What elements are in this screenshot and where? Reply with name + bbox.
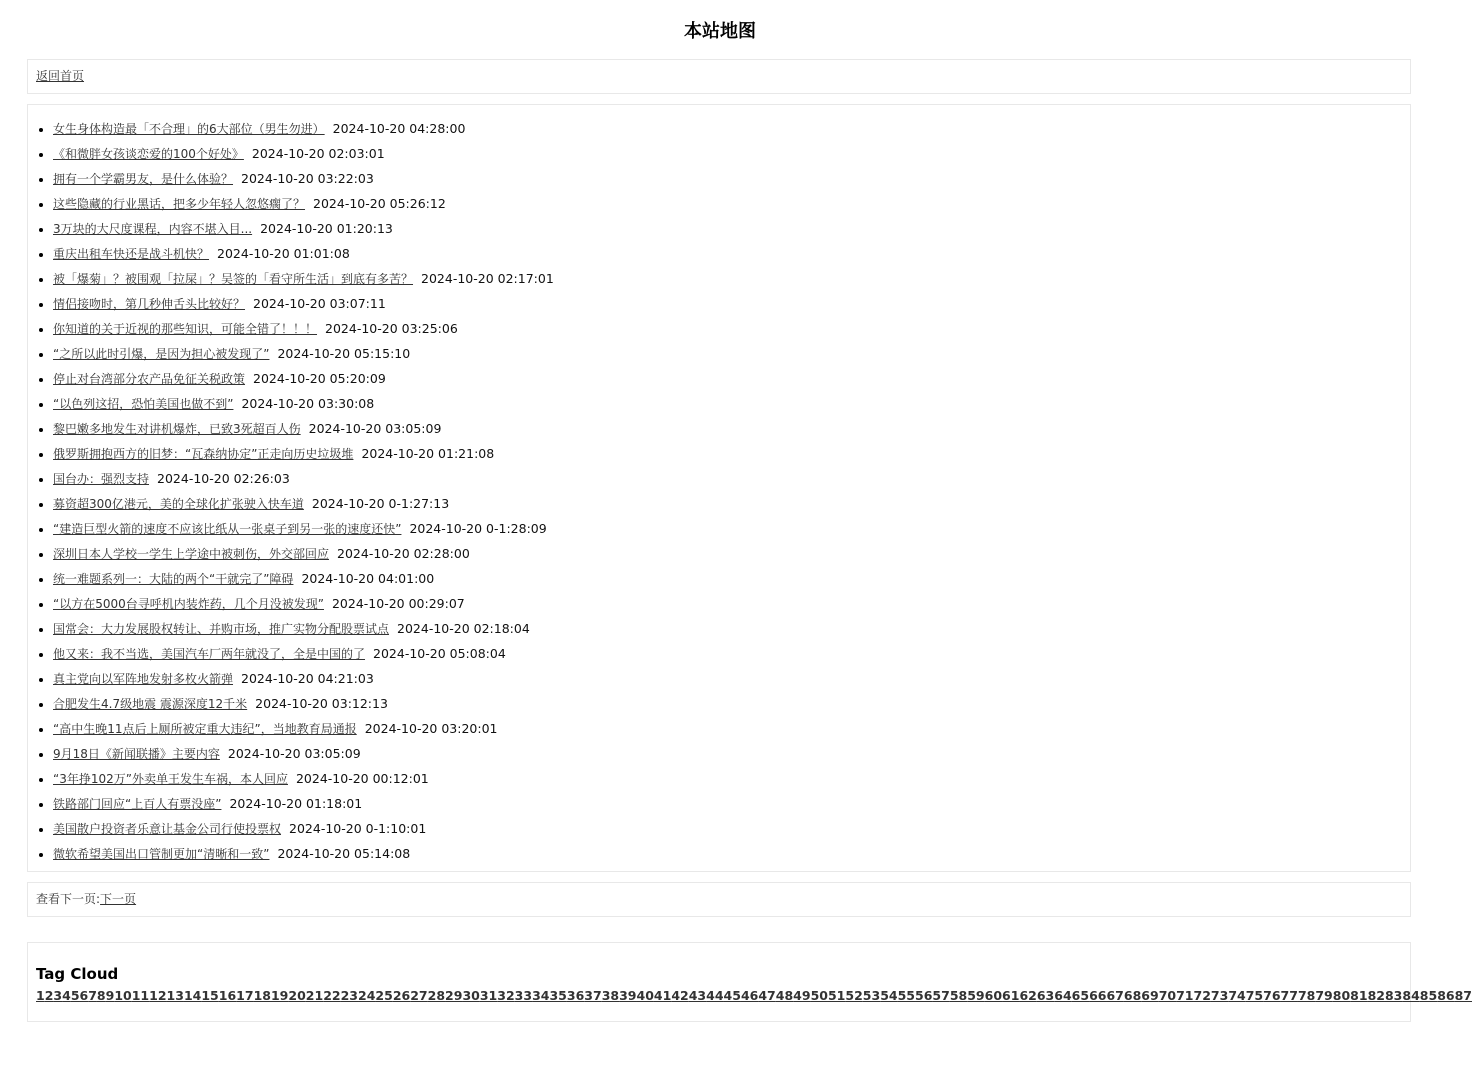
article-link[interactable]: 3万块的大尺度课程，内容不堪入目... (53, 222, 253, 236)
tag-link[interactable]: 34 (532, 988, 550, 1003)
list-item (53, 216, 1410, 241)
article-date: 2024-10-20 02:17:01 (421, 271, 554, 286)
tag-link[interactable]: 36 (566, 988, 585, 1003)
tag-link[interactable]: 50 (810, 988, 828, 1003)
article-date: 2024-10-20 01:18:01 (229, 796, 363, 811)
tag-link[interactable]: 39 (619, 988, 637, 1003)
tag-link[interactable]: 64 (1054, 988, 1072, 1003)
tag-link[interactable]: 27 (410, 988, 428, 1003)
tag-link[interactable]: 30 (462, 988, 480, 1003)
article-link[interactable]: 铁路部门回应“上百人有票没座” (53, 797, 222, 811)
tag-link[interactable]: 51 (827, 988, 846, 1003)
article-link[interactable]: 募资超300亿港元，美的全球化扩张驶入快车道 (53, 497, 304, 511)
article-link[interactable]: 美国散户投资者乐意让基金公司行使投票权 (53, 822, 282, 836)
article-link[interactable]: 被「爆菊」？被围观「拉屎」？吴签的「看守所生活」到底有多苦？ (53, 272, 414, 286)
list-item (53, 241, 1410, 266)
list-item (53, 841, 1410, 866)
list-item (53, 766, 1410, 791)
tag-link[interactable]: 7 (88, 988, 97, 1003)
tag-link[interactable]: 21 (305, 988, 324, 1003)
list-item (53, 541, 1410, 566)
tag-link[interactable]: 67 (1106, 988, 1124, 1003)
article-link[interactable]: “高中生晚11点后上厕所被定重大违纪”，当地教育局通报 (53, 722, 357, 736)
tag-link[interactable]: 53 (862, 988, 881, 1003)
article-date: 2024-10-20 05:26:12 (313, 196, 446, 211)
tag-link[interactable]: 69 (1141, 988, 1159, 1003)
tag-link[interactable]: 84 (1402, 988, 1420, 1003)
article-link[interactable]: 黎巴嫩多地发生对讲机爆炸，已致3死超百人伤 (53, 422, 301, 436)
article-link[interactable]: 真主党向以军阵地发射多枚火箭弹 (53, 672, 234, 686)
list-item (53, 591, 1410, 616)
article-link[interactable]: 俄罗斯拥抱西方的旧梦：“瓦森纳协定”正走向历史垃圾堆 (53, 447, 354, 461)
list-item (53, 366, 1410, 391)
tag-link[interactable]: 24 (358, 988, 376, 1003)
tag-link[interactable]: 59 (967, 988, 985, 1003)
tag-link[interactable]: 76 (1263, 988, 1281, 1003)
tag-link[interactable]: 46 (740, 988, 759, 1003)
list-item (53, 141, 1410, 166)
tag-link[interactable]: 14 (183, 988, 202, 1003)
article-date: 2024-10-20 04:01:00 (301, 571, 435, 586)
tag-link[interactable]: 80 (1332, 988, 1351, 1003)
tag-link[interactable]: 9 (105, 988, 115, 1003)
list-item (53, 291, 1410, 316)
tag-link[interactable]: 78 (1297, 988, 1316, 1003)
tag-link[interactable]: 71 (1176, 988, 1194, 1003)
article-link[interactable]: 9月18日《新闻联播》主要内容 (53, 747, 220, 761)
article-link[interactable]: 女生身体构造最「不合理」的6大部位（男生勿进） (53, 122, 325, 136)
article-date: 2024-10-20 05:14:08 (277, 846, 411, 861)
tag-link[interactable]: 3 (53, 988, 63, 1003)
list-item (53, 566, 1410, 591)
article-date: 2024-10-20 04:28:00 (332, 121, 466, 136)
article-date: 2024-10-20 03:07:11 (253, 296, 386, 311)
article-link[interactable]: 情侣接吻时，第几秒伸舌头比较好？ (53, 297, 246, 311)
list-item (53, 516, 1410, 541)
tag-link[interactable]: 75 (1245, 988, 1264, 1003)
tag-link[interactable]: 47 (758, 988, 776, 1003)
tag-link[interactable]: 11 (131, 988, 150, 1003)
tag-link[interactable]: 2 (44, 988, 54, 1003)
article-date: 2024-10-20 0-1:28:09 (409, 521, 547, 536)
article-link[interactable]: “3年挣102万”外卖单王发生车祸，本人回应 (53, 772, 288, 786)
home-link[interactable]: 返回首页 (36, 69, 85, 83)
tag-link[interactable]: 74 (1228, 988, 1246, 1003)
tag-link[interactable]: 72 (1193, 988, 1211, 1003)
article-link[interactable]: “之所以此时引爆，是因为担心被发现了” (53, 347, 270, 361)
tag-link[interactable]: 13 (166, 988, 184, 1003)
tag-cloud-panel (27, 942, 1472, 1022)
tag-link[interactable]: 26 (392, 988, 411, 1003)
tag-link[interactable]: 48 (775, 988, 794, 1003)
article-date: 2024-10-20 0-1:10:01 (289, 821, 427, 836)
tag-link[interactable]: 57 (932, 988, 950, 1003)
tag-link[interactable]: 49 (793, 988, 811, 1003)
tag-link[interactable]: 32 (497, 988, 515, 1003)
tag-link[interactable]: 4 (62, 988, 71, 1003)
tag-link[interactable]: 28 (427, 988, 446, 1003)
tag-link[interactable]: 77 (1280, 988, 1298, 1003)
tag-cloud-list (36, 987, 1472, 1005)
tag-link[interactable]: 12 (149, 988, 167, 1003)
article-link[interactable]: 深圳日本人学校一学生上学途中被刺伤，外交部回应 (53, 547, 330, 561)
article-date: 2024-10-20 03:12:13 (255, 696, 388, 711)
tag-link[interactable]: 20 (288, 988, 306, 1003)
article-date: 2024-10-20 05:15:10 (277, 346, 411, 361)
article-link[interactable]: 重庆出租车快还是战斗机快？ (53, 247, 210, 261)
tag-link[interactable]: 86 (1437, 988, 1455, 1003)
tag-link[interactable]: 23 (340, 988, 359, 1003)
tag-link[interactable]: 16 (218, 988, 237, 1003)
page-title: 本站地图 (684, 21, 756, 42)
tag-link[interactable]: 56 (915, 988, 933, 1003)
tag-link[interactable]: 60 (984, 988, 1003, 1003)
tag-link[interactable]: 52 (845, 988, 863, 1003)
tag-link[interactable]: 37 (584, 988, 602, 1003)
tag-link[interactable]: 19 (270, 988, 289, 1003)
tag-link[interactable]: 83 (1384, 988, 1403, 1003)
list-item (53, 391, 1410, 416)
article-link[interactable]: “以方在5000台寻呼机内装炸药，几个月没被发现” (53, 597, 324, 611)
tag-link[interactable]: 61 (1002, 988, 1020, 1003)
list-item (53, 116, 1410, 141)
article-link[interactable]: 他又来：我不当选，美国汽车厂两年就没了，全是中国的了 (53, 647, 366, 661)
article-date: 2024-10-20 05:20:09 (253, 371, 386, 386)
tag-link[interactable]: 5 (70, 988, 80, 1003)
tag-link[interactable]: 85 (1419, 988, 1438, 1003)
article-date: 2024-10-20 01:20:13 (260, 221, 393, 236)
article-date: 2024-10-20 02:03:01 (251, 146, 385, 161)
tag-link[interactable]: 87 (1454, 988, 1472, 1003)
tag-link[interactable]: 6 (79, 988, 89, 1003)
article-date: 2024-10-20 04:21:03 (241, 671, 374, 686)
pager-label: 查看下一页: (36, 892, 101, 906)
article-date: 2024-10-20 00:29:07 (331, 596, 465, 611)
article-link[interactable]: 这些隐藏的行业黑话，把多少年轻人忽悠瘸了？ (53, 197, 306, 211)
tag-link[interactable]: 17 (236, 988, 254, 1003)
article-link[interactable]: “建造巨型火箭的速度不应该比纸从一张桌子到另一张的速度还快” (53, 522, 402, 536)
tag-link[interactable]: 81 (1350, 988, 1368, 1003)
article-date: 2024-10-20 03:20:01 (364, 721, 498, 736)
tag-link[interactable]: 35 (549, 988, 567, 1003)
article-date: 2024-10-20 02:26:03 (157, 471, 290, 486)
article-link[interactable]: “以色列这招，恐怕美国也做不到” (53, 397, 234, 411)
tag-link[interactable]: 63 (1036, 988, 1055, 1003)
list-item (53, 716, 1410, 741)
list-item (53, 791, 1410, 816)
article-link[interactable]: 你知道的关于近视的那些知识，可能全错了！！！ (53, 322, 318, 336)
list-item (53, 816, 1410, 841)
list-item (53, 641, 1410, 666)
tag-link[interactable]: 31 (479, 988, 498, 1003)
tag-cloud-title: Tag Cloud (36, 965, 119, 983)
article-date: 2024-10-20 00:12:01 (295, 771, 429, 786)
article-list (28, 116, 1410, 866)
article-link[interactable]: 合肥发生4.7级地震 震源深度12千米 (53, 697, 248, 711)
tag-link[interactable]: 40 (636, 988, 654, 1003)
list-item (53, 616, 1410, 641)
tag-link[interactable]: 41 (653, 988, 672, 1003)
next-page-link[interactable]: 下一页 (100, 892, 137, 906)
article-list-panel (27, 104, 1411, 872)
list-item (53, 191, 1410, 216)
tag-link[interactable]: 44 (706, 988, 724, 1003)
article-date: 2024-10-20 01:21:08 (361, 446, 495, 461)
tag-link[interactable]: 22 (323, 988, 341, 1003)
tag-link[interactable]: 70 (1158, 988, 1177, 1003)
tag-link[interactable]: 54 (880, 988, 898, 1003)
tag-link[interactable]: 42 (671, 988, 689, 1003)
tag-link[interactable]: 10 (114, 988, 132, 1003)
tag-link[interactable]: 38 (601, 988, 620, 1003)
tag-link[interactable]: 58 (949, 988, 968, 1003)
tag-link[interactable]: 82 (1367, 988, 1385, 1003)
tag-link[interactable]: 66 (1089, 988, 1107, 1003)
article-date: 2024-10-20 03:25:06 (325, 321, 458, 336)
tag-link[interactable]: 55 (897, 988, 916, 1003)
tag-link[interactable]: 73 (1210, 988, 1229, 1003)
article-date: 2024-10-20 03:30:08 (241, 396, 375, 411)
article-link[interactable]: 国台办：强烈支持 (53, 472, 150, 486)
list-item (53, 441, 1410, 466)
tag-link[interactable]: 43 (688, 988, 707, 1003)
article-date: 2024-10-20 02:28:00 (337, 546, 470, 561)
list-item (53, 341, 1410, 366)
tag-link[interactable]: 18 (253, 988, 271, 1003)
article-link[interactable]: 拥有一个学霸男友，是什么体验？ (53, 172, 234, 186)
tag-link[interactable]: 33 (514, 988, 533, 1003)
list-item (53, 166, 1410, 191)
article-link[interactable]: 国常会：大力发展股权转让、并购市场，推广实物分配股票试点 (53, 622, 390, 636)
list-item (53, 666, 1410, 691)
tag-link[interactable]: 15 (201, 988, 219, 1003)
list-item (53, 741, 1410, 766)
tag-link[interactable]: 45 (723, 988, 741, 1003)
tag-link[interactable]: 79 (1315, 988, 1333, 1003)
article-date: 2024-10-20 03:05:09 (308, 421, 442, 436)
list-item (53, 691, 1410, 716)
article-date: 2024-10-20 02:18:04 (397, 621, 530, 636)
article-link[interactable]: 微软希望美国出口管制更加“清晰和一致” (53, 847, 270, 861)
tag-link[interactable]: 1 (36, 988, 45, 1003)
tag-link[interactable]: 8 (96, 988, 106, 1003)
article-date: 2024-10-20 0-1:27:13 (311, 496, 450, 511)
article-date: 2024-10-20 03:05:09 (227, 746, 361, 761)
tag-link[interactable]: 68 (1123, 988, 1142, 1003)
list-item (53, 266, 1410, 291)
article-link[interactable]: 《和微胖女孩谈恋爱的100个好处》 (53, 147, 244, 161)
pager (27, 882, 1411, 917)
list-item (53, 316, 1410, 341)
top-nav (27, 59, 1411, 94)
article-date: 2024-10-20 05:08:04 (373, 646, 506, 661)
tag-link[interactable]: 65 (1071, 988, 1090, 1003)
article-link[interactable]: 统一难题系列一：大陆的两个“干就完了”障碍 (53, 572, 294, 586)
article-link[interactable]: 停止对台湾部分农产品免征关税政策 (53, 372, 246, 386)
list-item (53, 466, 1410, 491)
list-item (53, 491, 1410, 516)
article-date: 2024-10-20 03:22:03 (241, 171, 374, 186)
tag-link[interactable]: 62 (1019, 988, 1037, 1003)
list-item (53, 416, 1410, 441)
tag-link[interactable]: 29 (445, 988, 463, 1003)
tag-link[interactable]: 25 (375, 988, 393, 1003)
article-date: 2024-10-20 01:01:08 (217, 246, 350, 261)
